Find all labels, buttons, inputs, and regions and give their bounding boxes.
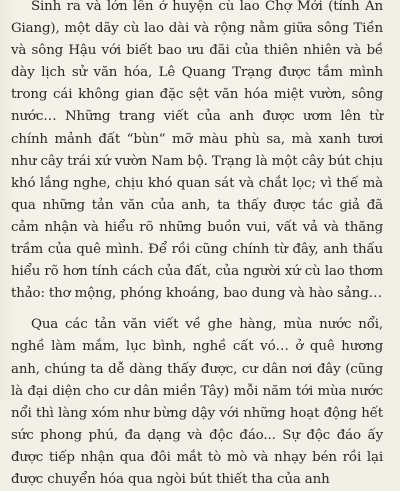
paragraph-1: Sinh ra và lớn lên ở huyện cù lao Chợ Mới (tỉnh An Giang), một dãy cù lao dài và rộng nằm giữa sông Tiền và sông Hậu với biết bao ưu đãi của thiên nhiên và bề dày lịch sử văn hóa, Lê Quang Trạng được tắm mình trong cái không gian đặc sệt văn hóa miệt vườn, sông nước… Những trang viết của anh được ươm lên từ chính mảnh đất “bùn” mỡ màu phù sa, mà xanh tươi như cây trái xứ vườn Nam bộ. Trạng là một cây bút chịu khó lắng nghe, chịu khó quan sát và chắt lọc; vì thế mà qua những tản văn của anh, ta thấy được tác giả đã cảm nhận và hiểu rõ những buồn vui, vất vả và thăng trầm của quê mình. Để rồi cũng chính từ đây, anh thấu hiểu rõ hơn tính cách của đất, của người xứ cù lao thơm thảo: thơ mộng, phóng khoáng, bao dung và hào sảng… [11,0,383,302]
paragraph-2: Qua các tản văn viết về ghe hàng, mùa nước nổi, nghề làm mắm, lục bình, nghề cất vó… ở quê hương anh, chúng ta dễ dàng thấy được, cư dân nơi đây (cũng là đại diện cho cư dân miền Tây) mỗi năm tới mùa nước nổi thì làng xóm như bừng dậy với những hoạt động hết sức phong phú, đa dạng và độc đáo... Sự độc đáo ấy được tiếp nhận qua đôi mắt tò mò và nhạy bén rồi lại được chuyển hóa qua ngòi bút thiết tha của anh [11,317,383,487]
page-body-text [11,0,383,491]
